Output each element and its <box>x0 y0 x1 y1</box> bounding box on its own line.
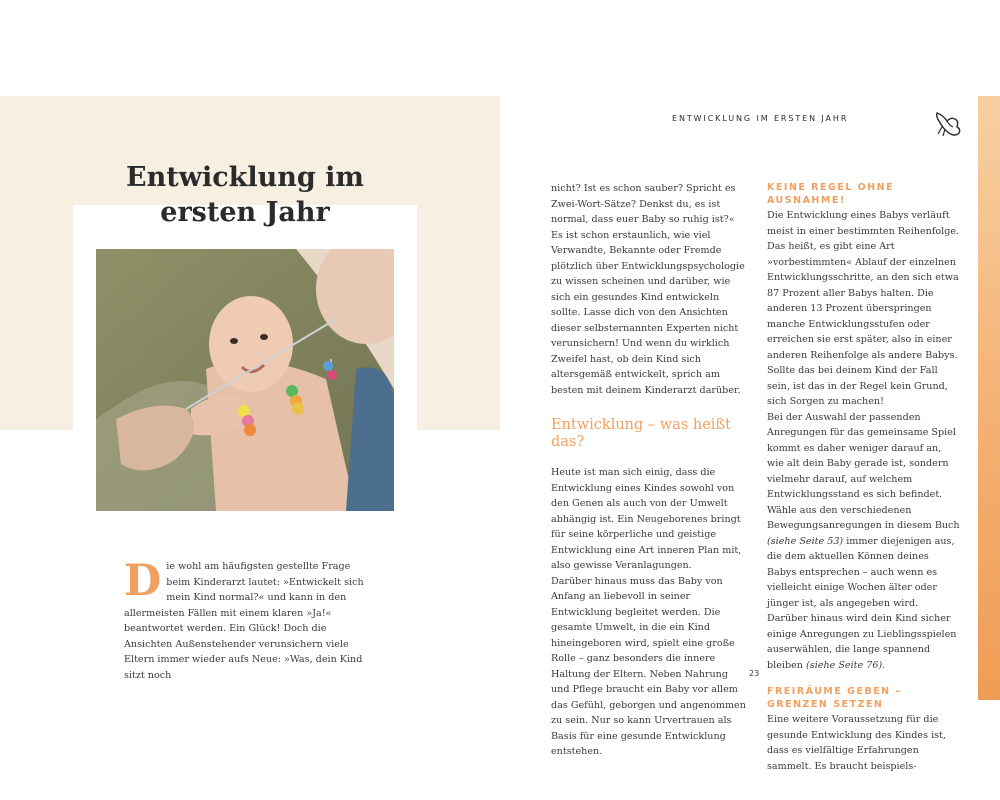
page-reference-76: (siehe Seite 76). <box>806 659 886 671</box>
baby-photo <box>96 249 394 511</box>
page-reference-53: (siehe Seite 53) <box>767 535 844 547</box>
running-head: ENTWICKLUNG IM ERSTEN JAHR <box>672 114 849 123</box>
mid-paragraph-3: Darüber hinaus muss das Baby von Anfang an liebevoll in seiner Entwicklung begleitet werden. Die gesamte Umwelt, in die ein Kind hineingeboren wird, spielt eine große Rolle – ganz besonders die innere Haltung der Eltern. Neben Nahrung und Pflege braucht ein Baby vor allem das Gefühl, geborgen und angenommen zu sein. Nur so kann Urvertrauen als Basis für eine gesunde Entwicklung entstehen. <box>551 575 746 757</box>
right-paragraph-1: Die Entwicklung eines Babys verläuft meist in einer bestimmten Reihenfolge. Das heißt, es gibt eine Art »vorbestimmten« Ablauf der einzelnen Entwicklungsschritte, an den sich etwa 87 Prozent aller Babys halten. Die anderen 13 Prozent überspringen manche Entwicklungsstufen oder erreichen sie erst später, also in einer anderen Reihenfolge als andere Babys. Sollte das bei deinem Kind der Fall sein, ist das in der Regel kein Grund, sich Sorgen zu machen! <box>767 210 960 407</box>
right-paragraph-2 <box>767 410 961 674</box>
mid-paragraph-1: nicht? Ist es schon sauber? Spricht es Zwei-Wort-Sätze? Denkst du, es ist normal, dass euer Baby so ruhig ist?« Es ist schon erstaunlich, wie viel Verwandte, Bekannte oder Fremde plötzlich über Entwicklungspsychologie zu wissen scheinen und darüber, wie sich ein gesundes Kind entwickeln sollte. Lasse dich von den Ansichten dieser selbsternannten Experten nicht verunsichern! Und wenn du wirklich Zweifel hast, ob dein Kind sich altersgemäß entwickelt, sprich am besten mit deinem Kinderarzt darüber. <box>551 183 745 396</box>
hand-icon <box>933 107 963 139</box>
column-right <box>767 181 961 774</box>
right-paragraph-2-text-b: immer diejenigen aus, die dem aktuellen Können deines Babys entsprechen – auch wenn es vielleicht einige Wochen älter oder jünger ist, als angegeben wird. Darüber hinaus wird dein Kind sicher einige Anregungen zu Lieblingsspielen auserwählen, die lange spannend bleiben <box>767 535 957 671</box>
mid-paragraph-2: Heute ist man sich einig, dass die Entwicklung eines Kindes sowohl von den Genen als auch von der Umwelt abhängig ist. Ein Neugeborenes bringt für seine körperliche und geistige Entwicklung eine Art inneren Plan mit, also gewisse Veranlagungen. <box>551 467 742 571</box>
edge-strip <box>978 96 1000 700</box>
column-middle <box>551 181 747 760</box>
right-paragraph-3: Eine weitere Voraussetzung für die gesunde Entwicklung des Kindes ist, dass es vielfältige Erfahrungen sammelt. Es braucht beispiels- <box>767 714 946 772</box>
mid-heading: Entwicklung – was heißt das? <box>551 417 731 450</box>
right-heading-1: KEINE REGEL OHNE AUSNAHME! <box>767 182 895 206</box>
page-number: 23 <box>749 669 760 678</box>
intro-text <box>124 556 376 683</box>
drop-cap: D <box>124 556 162 606</box>
right-paragraph-2-text-a: Bei der Auswahl der passenden Anregungen für das gemeinsame Spiel kommt es daher weniger darauf an, wie alt dein Baby gerade ist, sondern vielmehr darauf, auf welchem Entwicklungsstand es sich befindet. Wähle aus den verschiedenen Bewegungsanregungen in diesem Buch <box>767 411 960 531</box>
chapter-title: Entwicklung im ersten Jahr <box>126 162 364 228</box>
intro-paragraph: ie wohl am häufigsten gestellte Frage beim Kinderarzt lautet: »Entwickelt sich mein Kind normal?« und kann in den allermeisten Fällen mit einem klaren »Ja!« beantwortet werden. Ein Glück! Doch die Ansichten Außenstehender verunsichern viele Eltern immer wieder aufs Neue: »Was, dein Kind sitzt noch <box>124 561 364 681</box>
right-heading-2: FREIRÄUME GEBEN – GRENZEN SETZEN <box>767 686 902 710</box>
